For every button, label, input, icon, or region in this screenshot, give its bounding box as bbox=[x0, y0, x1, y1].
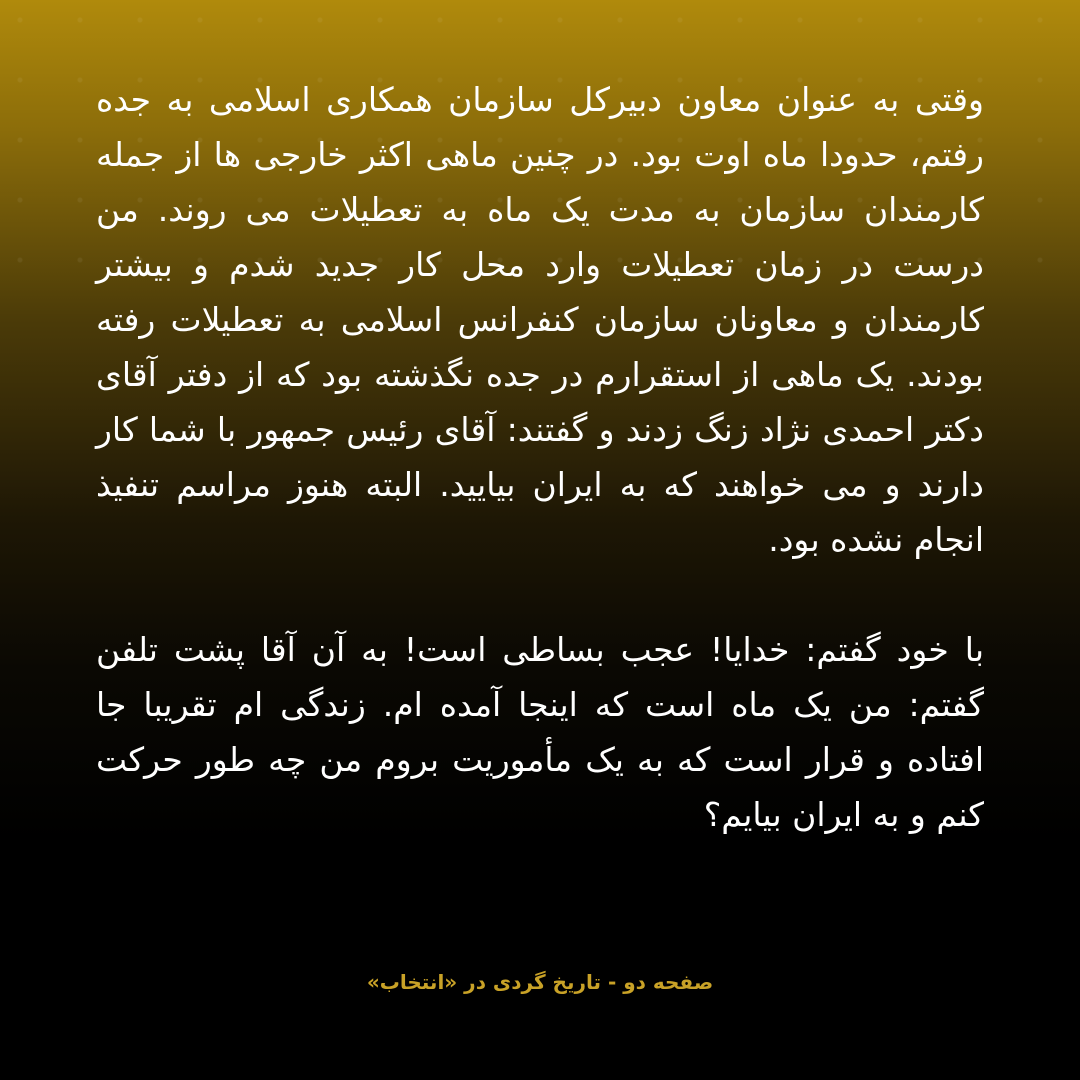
paragraph-2: با خود گفتم: خدایا! عجب بساطی است! به آن آقا پشت تلفن گفتم: من یک ماه است که اینجا آمده ام. زندگی ام تقریبا جا افتاده و قرار است که به یک مأموریت بروم من چه طور حرکت کنم و به ایران بیایم؟ bbox=[96, 630, 984, 834]
post-body bbox=[96, 72, 984, 842]
paragraph-1: وقتی به عنوان معاون دبیرکل سازمان همکاری اسلامی به جده رفتم، حدودا ماه اوت بود. در چنین ماهی اکثر خارجی ها از جمله کارمندان سازمان به مدت یک ماه به تعطیلات می روند. من درست در زمان تعطیلات وارد محل کار جدید شدم و بیشتر کارمندان و معاونان سازمان کنفرانس اسلامی به تعطیلات رفته بودند. یک ماهی از استقرارم در جده نگذشته بود که از دفتر آقای دکتر احمدی نژاد زنگ زدند و گفتند: آقای رئیس جمهور با شما کار دارند و می خواهند که به ایران بیایید. البته هنوز مراسم تنفیذ انجام نشده بود. bbox=[96, 80, 984, 559]
page-footer-caption: صفحه دو - تاریخ گردی در «انتخاب» bbox=[366, 970, 714, 994]
